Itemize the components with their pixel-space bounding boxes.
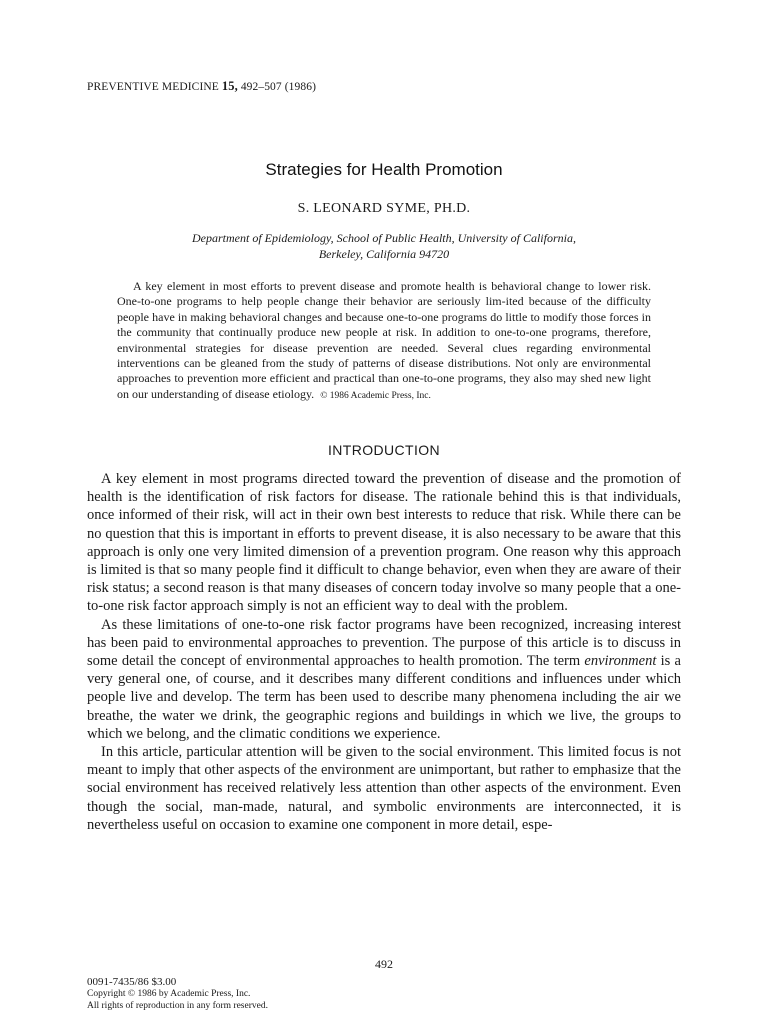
article-title: Strategies for Health Promotion xyxy=(265,160,503,179)
body-text xyxy=(87,470,681,834)
author-first-rest: EONARD xyxy=(322,201,383,216)
author-affiliation xyxy=(120,230,648,262)
author-degree-rest: H.D. xyxy=(441,201,471,216)
author-degree-initial: P xyxy=(433,201,442,216)
footer-rights: All rights of reproduction in any form reserved. xyxy=(87,1000,268,1011)
section-heading-introduction: INTRODUCTION xyxy=(327,442,441,458)
affiliation-line-1: Department of Epidemiology, School of Public Health, University of California, xyxy=(192,231,576,245)
author-last-rest: YME xyxy=(394,201,427,216)
footer-price: 0091-7435/86 $3.00 xyxy=(87,976,177,988)
abstract xyxy=(117,279,651,404)
body-paragraph-3: In this article, particular attention will be given to the social environment. This limited focus is not meant to imply that other aspects of the environment are unimportant, but rather to emphasize that the social environment has received relatively less attention than other aspects of the environment. Even though the social, man-made, natural, and symbolic environments are interconnected, it is nevertheless useful on occasion to examine one component in more detail, espe- xyxy=(87,744,681,833)
paragraph-2-start: As these limitations of one-to-one risk factor programs have been recognized, increasing interest has been paid to environmental approaches to prevention. The purpose of this article is to discuss in some detail the concept of environmental approaches to health promotion. The term xyxy=(87,616,681,670)
abstract-text: A key element in most efforts to prevent disease and promote health is behavioral change to lower risk. One-to-one programs to help people change their behavior are seriously lim-ited because of the difficulty people have in making behavioral changes and because one-to-one programs do little to modify those forces in the community that continually produce new people at risk. In addition to one-to-one programs, therefore, environmental strategies for disease prevention are needed. Several clues regarding environmental interventions can be gleaned from the study of patterns of disease distributions. Not only are environmental approaches to prevention more efficient and practical than one-to-one programs, they also may shed new light on our understanding of disease etiology. xyxy=(117,279,651,401)
author-first-initial: S. L xyxy=(297,201,323,216)
emphasis-environment: environment xyxy=(584,653,657,670)
affiliation-line-2: Berkeley, California 94720 xyxy=(318,247,450,261)
footer-copyright: Copyright © 1986 by Academic Press, Inc. xyxy=(87,989,251,999)
paragraph-2-end: is a very general one, of course, and it describes many different conditions and influences under which people live and develop. The term has been used to describe many phenomena including the air we breathe, the water we drink, the geographic regions and buildings in which we live, the groups to which we belong, and the climatic conditions we experience. xyxy=(87,653,681,742)
abstract-copyright: © 1986 Academic Press, Inc. xyxy=(320,390,431,401)
author-last-initial: S xyxy=(386,201,395,216)
body-paragraph-1: A key element in most programs directed toward the prevention of disease and the promotion of health is the identification of risk factors for disease. The rationale behind this is that individuals, once informed of their risk, will act in their own best interests to reduce that risk. While there can be no question that this is important in efforts to prevent disease, it is also necessary to be aware that this approach is only one very limited dimension of a prevention program. One reason why this approach is limited is that so many people find it difficult to change behavior, even when they are aware of their risk status; a second reason is that many diseases of concern today involve so many people that a one-to-one risk factor approach simply is not an efficient way to deal with the problem. xyxy=(87,471,681,615)
page-footer xyxy=(87,976,268,1012)
journal-name: PREVENTIVE MEDICINE xyxy=(87,81,219,93)
journal-citation xyxy=(87,79,316,94)
body-paragraph-2 xyxy=(87,616,681,743)
page-number: 492 xyxy=(375,957,393,971)
journal-volume: 15, xyxy=(221,79,238,93)
article-author: S. LEONARD SYME, PH.D. xyxy=(297,201,471,216)
journal-pages-year: 492–507 (1986) xyxy=(240,81,316,93)
